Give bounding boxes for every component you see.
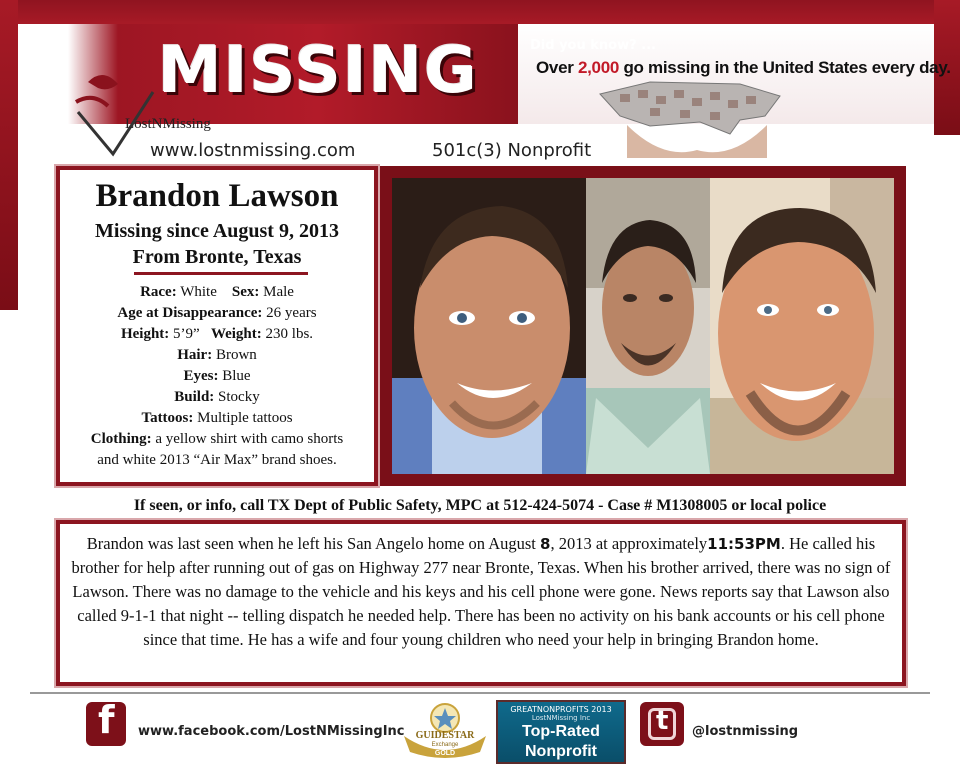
height-value: 5’9” bbox=[173, 326, 200, 342]
right-border bbox=[934, 0, 960, 300]
hair-value: Brown bbox=[215, 347, 257, 363]
statistic-text bbox=[536, 58, 951, 78]
info-panel bbox=[56, 166, 378, 486]
statistic-number: 2,000 bbox=[577, 58, 620, 77]
race-value: White bbox=[180, 284, 217, 300]
narrative-text bbox=[70, 532, 892, 652]
sex-value: Male bbox=[263, 284, 294, 300]
build-label: Build: bbox=[174, 389, 215, 405]
top-rated-line-2: Nonprofit bbox=[525, 743, 597, 760]
height-label: Height: bbox=[120, 326, 170, 342]
did-you-know-heading: Did you know? ... bbox=[530, 38, 656, 53]
logo-text: LostNMissing bbox=[125, 116, 211, 132]
narrative-panel bbox=[56, 520, 906, 686]
build-row bbox=[60, 389, 374, 406]
guidestar-text-1: GUIDESTAR bbox=[415, 730, 475, 741]
race-label: Race: bbox=[140, 284, 177, 300]
website-url[interactable]: www.lostnmissing.com bbox=[150, 140, 356, 161]
facebook-url[interactable]: www.facebook.com/LostNMissingInc bbox=[138, 724, 405, 739]
age-row bbox=[60, 305, 374, 322]
height-weight-row bbox=[60, 326, 374, 343]
top-rated-line-1: Top-Rated bbox=[522, 723, 600, 740]
hair-row bbox=[60, 347, 374, 364]
clothing-row bbox=[60, 431, 374, 448]
twitter-letter: t bbox=[656, 706, 669, 736]
hands-icon bbox=[622, 120, 772, 160]
contact-line: If seen, or info, call TX Dept of Public Safety, MPC at 512-424-5074 - Case # M1308005 or local police bbox=[133, 497, 827, 514]
photo-2 bbox=[586, 178, 710, 474]
statistic-prefix: Over bbox=[536, 58, 578, 77]
facebook-letter: f bbox=[98, 698, 115, 742]
narrative-day: 8 bbox=[540, 535, 551, 553]
clothing-value-1: a yellow shirt with camo shorts bbox=[155, 431, 344, 447]
poster-title: MISSING bbox=[158, 34, 479, 108]
photo-3 bbox=[710, 178, 894, 474]
left-border bbox=[0, 0, 18, 775]
sex-label: Sex: bbox=[231, 284, 260, 300]
tattoos-value: Multiple tattoos bbox=[197, 410, 293, 426]
header-strip bbox=[18, 0, 934, 24]
hair-label: Hair: bbox=[177, 347, 213, 363]
guidestar-badge-icon bbox=[400, 700, 490, 758]
tattoos-label: Tattoos: bbox=[141, 410, 194, 426]
top-rated-small: GREATNONPROFITS 2013 bbox=[510, 705, 612, 714]
nonprofit-status: 501c(3) Nonprofit bbox=[432, 140, 592, 161]
guidestar-text-3: GOLD bbox=[434, 750, 456, 757]
eyes-value: Blue bbox=[222, 368, 251, 384]
weight-label: Weight: bbox=[210, 326, 262, 342]
missing-since: Missing since August 9, 2013 bbox=[95, 220, 339, 242]
race-sex-row bbox=[60, 284, 374, 301]
missing-person-name: Brandon Lawson bbox=[95, 178, 339, 214]
clothing-label: Clothing: bbox=[90, 431, 152, 447]
hometown: From Bronte, Texas bbox=[132, 246, 302, 268]
narrative-part-3: . He called his brother for help after running out of gas on Highway 277 near Bronte, Texas. When his brother arrived, there was no sign of Lawson. There was no damage to the vehicle and his keys and his cell phone were gone. News reports say that Lawson also called 9-1-1 that night -- telling dispatch he needed help. There has been no activity on his bank accounts or his cell phone since that time. He has a wife and four young children who need your help in bringing Brandon home. bbox=[71, 534, 891, 649]
footer-divider bbox=[30, 692, 930, 694]
top-rated-sub: LostNMissing Inc bbox=[531, 714, 591, 722]
top-rated-badge bbox=[496, 700, 626, 764]
narrative-part-1: Brandon was last seen when he left his San Angelo home on August bbox=[86, 534, 540, 553]
narrative-time: 11:53PM bbox=[707, 535, 781, 553]
eyes-label: Eyes: bbox=[183, 368, 219, 384]
age-label: Age at Disappearance: bbox=[117, 305, 263, 321]
lostnmissing-logo-icon bbox=[68, 62, 158, 162]
tattoos-row bbox=[60, 410, 374, 427]
twitter-icon[interactable] bbox=[640, 702, 684, 746]
build-value: Stocky bbox=[218, 389, 260, 405]
divider bbox=[134, 272, 308, 275]
weight-value: 230 lbs. bbox=[265, 326, 314, 342]
twitter-handle[interactable]: @lostnmissing bbox=[692, 724, 799, 739]
age-value: 26 years bbox=[266, 305, 317, 321]
statistic-suffix: go missing in the United States every day. bbox=[619, 58, 951, 77]
eyes-row bbox=[60, 368, 374, 385]
photo-1 bbox=[392, 178, 586, 474]
clothing-row-2: and white 2013 “Air Max” brand shoes. bbox=[97, 452, 337, 468]
guidestar-text-2: Exchange bbox=[431, 742, 459, 748]
photo-panel bbox=[380, 166, 906, 486]
narrative-part-2: , 2013 at approximately bbox=[550, 534, 708, 553]
